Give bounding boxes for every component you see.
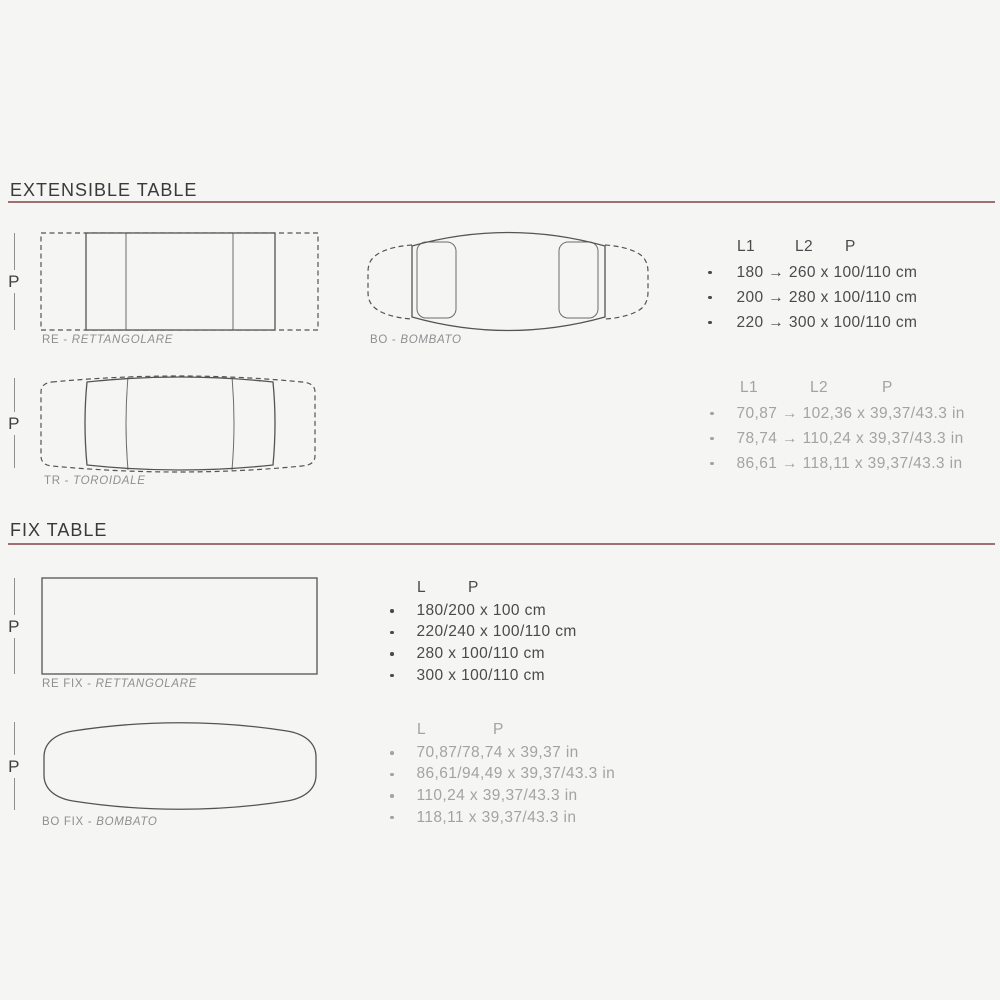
label-code: RE FIX - <box>42 678 96 690</box>
label-shape-name: BOMBATO <box>400 334 462 346</box>
section-title-fix: FIX TABLE <box>10 520 108 540</box>
measurement-value: 118,11 x 39,37/43.3 in <box>416 808 577 826</box>
label-re-fix <box>42 678 197 690</box>
tabletop-solid <box>44 723 316 810</box>
measurement-row <box>390 742 615 764</box>
header-l1: L1 <box>737 237 756 255</box>
extension-wing-dashed-right <box>605 245 648 319</box>
re-fix-diagram <box>40 576 320 676</box>
extension-wing-dashed-left <box>368 245 412 319</box>
header-l1: L1 <box>740 378 759 396</box>
bullet-icon <box>390 609 394 613</box>
measurement-row <box>708 285 917 310</box>
label-code: TR - <box>44 475 74 487</box>
tabletop-solid <box>412 233 605 331</box>
tr-extensible-diagram <box>38 366 322 474</box>
label-bo-extensible <box>370 334 462 346</box>
tabletop-solid <box>85 377 275 470</box>
bullet-icon <box>708 271 712 275</box>
measurement-row <box>710 451 965 476</box>
measurement-header <box>417 718 615 742</box>
label-tr-extensible <box>44 475 146 487</box>
label-shape-name: RETTANGOLARE <box>95 678 198 690</box>
fix-measurements-inches <box>390 718 615 828</box>
measurement-row <box>390 764 615 786</box>
bullet-icon <box>710 437 714 441</box>
depth-indicator-tr-extensible <box>2 378 26 468</box>
bullet-icon <box>710 412 714 416</box>
label-code: BO - <box>370 334 401 346</box>
label-shape-name: TOROIDALE <box>73 475 146 487</box>
measurement-row <box>390 665 577 687</box>
measurement-row <box>710 401 965 426</box>
depth-label: P <box>8 272 20 291</box>
measurement-header <box>417 576 577 600</box>
measurement-value: 110,24 x 39,37/43.3 in <box>416 786 578 804</box>
label-shape-name: RETTANGOLARE <box>71 334 174 346</box>
measurement-row <box>708 310 917 335</box>
bullet-icon <box>390 674 394 678</box>
bullet-icon <box>708 296 712 300</box>
header-l: L <box>417 579 427 596</box>
dimension-line <box>14 378 15 412</box>
extensible-measurements-inches <box>710 374 965 476</box>
bo-extensible-diagram <box>365 228 650 340</box>
tabletop-solid <box>42 578 317 674</box>
section-title-extensible: EXTENSIBLE TABLE <box>10 180 198 200</box>
label-code: BO FIX - <box>42 816 97 828</box>
depth-indicator-bo-fix <box>2 722 26 810</box>
bullet-icon <box>390 751 394 755</box>
section-rule-fix <box>8 543 995 545</box>
header-p: P <box>468 579 479 596</box>
measurement-value: 70,87 → 102,36 x 39,37/43.3 in <box>736 404 965 422</box>
measurement-value: 70,87/78,74 x 39,37 in <box>416 743 579 761</box>
header-p: P <box>845 237 856 255</box>
section-rule-extensible <box>8 201 995 203</box>
bullet-icon <box>390 794 394 798</box>
depth-label: P <box>8 413 20 433</box>
label-code: RE - <box>42 334 72 346</box>
depth-label: P <box>8 616 20 636</box>
tabletop-solid <box>86 233 275 330</box>
measurement-value: 86,61/94,49 x 39,37/43.3 in <box>416 765 616 783</box>
measurement-value: 86,61 → 118,11 x 39,37/43.3 in <box>736 454 963 472</box>
measurement-value: 220 → 300 x 100/110 cm <box>736 313 918 331</box>
bullet-icon <box>390 773 394 777</box>
bullet-icon <box>390 631 394 635</box>
dimension-line <box>14 778 15 811</box>
depth-indicator-re-extensible <box>2 233 26 330</box>
measurement-value: 200 → 280 x 100/110 cm <box>736 288 918 306</box>
measurement-value: 220/240 x 100/110 cm <box>416 623 577 641</box>
measurement-value: 280 x 100/110 cm <box>416 644 545 662</box>
dimension-line <box>14 233 15 270</box>
header-l2: L2 <box>810 378 829 396</box>
measurement-value: 180 → 260 x 100/110 cm <box>736 263 918 281</box>
measurement-row <box>390 643 577 665</box>
header-l2: L2 <box>795 237 814 255</box>
bo-fix-diagram <box>38 718 323 814</box>
bullet-icon <box>710 462 714 466</box>
label-bo-fix <box>42 816 158 828</box>
fix-measurements-cm <box>390 576 577 686</box>
dimension-line <box>14 638 15 675</box>
label-shape-name: BOMBATO <box>96 816 158 828</box>
dimension-line <box>14 578 15 615</box>
re-extensible-diagram <box>40 231 320 333</box>
measurement-value: 180/200 x 100 cm <box>416 601 547 619</box>
depth-indicator-re-fix <box>2 578 26 674</box>
measurement-header <box>737 233 917 260</box>
measurement-row <box>390 622 577 644</box>
label-re-extensible <box>42 334 173 346</box>
dimension-line <box>14 722 15 755</box>
measurement-row <box>708 260 917 285</box>
measurement-row <box>390 807 615 829</box>
depth-label: P <box>8 756 20 776</box>
measurement-header <box>740 374 965 401</box>
extensible-measurements-cm <box>708 233 917 335</box>
measurement-value: 300 x 100/110 cm <box>416 666 545 684</box>
measurement-row <box>390 785 615 807</box>
header-p: P <box>882 378 893 396</box>
dimension-line <box>14 435 15 469</box>
header-l: L <box>417 721 427 738</box>
measurement-row <box>710 426 965 451</box>
bullet-icon <box>390 652 394 656</box>
bullet-icon <box>708 321 712 325</box>
dimension-line <box>14 293 15 330</box>
measurement-value: 78,74 → 110,24 x 39,37/43.3 in <box>736 429 964 447</box>
bullet-icon <box>390 816 394 820</box>
measurement-row <box>390 600 577 622</box>
header-p: P <box>493 721 504 738</box>
